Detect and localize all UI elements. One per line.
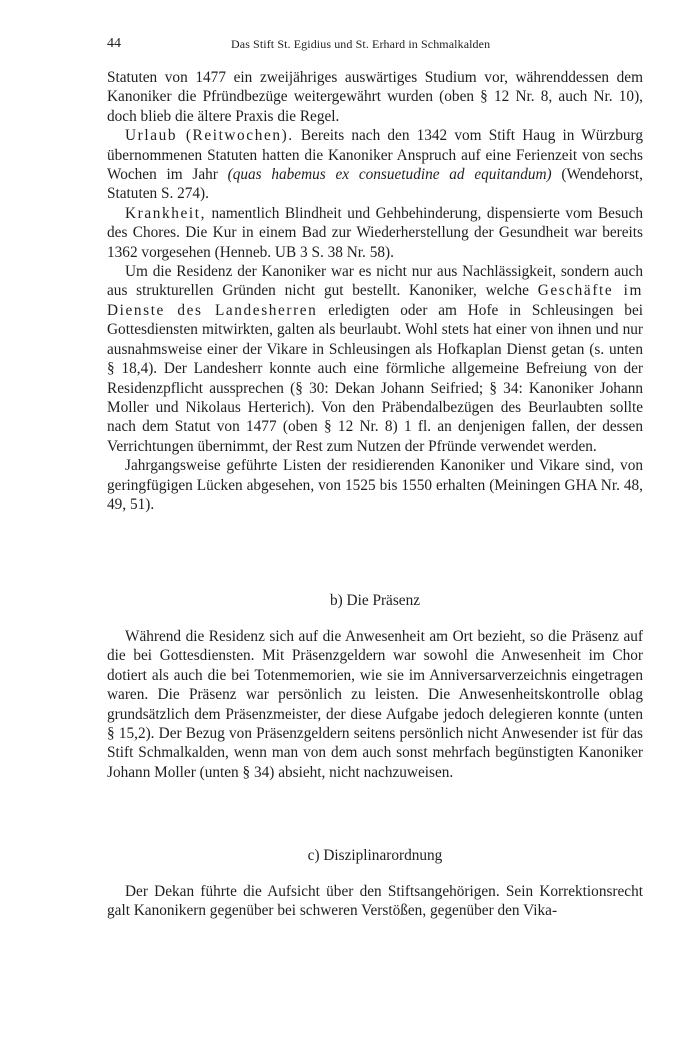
paragraph-urlaub-text-b: (Wendehorst, Statuten S. 274). xyxy=(107,166,644,203)
term-krankheit: Krankheit, xyxy=(125,204,206,222)
paragraph-urlaub-text-a: Bereits nach den 1342 vom Stift Haug in Würzburg übernommenen Statuten hatten die Kanoniker Anspruch auf eine Ferienzeit von sechs Wochen im Jahr xyxy=(107,127,643,184)
paragraph-krankheit xyxy=(107,204,643,262)
section-c xyxy=(107,882,643,921)
section-b xyxy=(107,627,643,782)
page-number: 44 xyxy=(107,36,121,51)
section-heading-praesenz: b) Die Präsenz xyxy=(329,592,421,609)
paragraph-studium: Statuten von 1477 ein zweijähriges auswärtiges Studium vor, währenddessen dem Kanoniker die Pfründbezüge weitergewährt wurden (oben § 12 Nr. 8, auch Nr. 10), doch blieb die ältere Praxis die Regel. xyxy=(107,69,643,125)
paragraph-residenz-text-a: Um die Residenz der Kanoniker war es nicht nur aus Nachlässigkeit, sondern auch aus strukturellen Gründen nicht gut bestellt. Kanoniker, welche xyxy=(107,263,643,300)
paragraph-residenz xyxy=(107,262,643,456)
paragraph-urlaub xyxy=(107,126,643,204)
paragraph-praesenz: Während die Residenz sich auf die Anwesenheit am Ort bezieht, so die Präsenz auf die bei Gottesdiensten. Mit Präsenzgeldern war sowohl die Anwesenheit im Chor dotiert als auch die bei Totenmemorien, wie sie im Anniversarverzeichnis eingetragen waren. Die Präsenz war persönlich zu leisten. Die Anwesenheitskontrolle oblag grundsätzlich dem Präsenzmeister, der diese Aufgabe jedoch delegieren konnte (unten § 15,2). Der Bezug von Präsenzgeldern seitens persönlich nicht Anwesender ist für das Stift Schmalkalden, wenn man von dem auch sonst mehrfach begünstigten Kanoniker Johann Moller (unten § 34) absieht, nicht nachzuweisen. xyxy=(107,628,643,781)
term-urlaub: Urlaub (Reitwochen). xyxy=(125,127,294,145)
paragraph-dekan: Der Dekan führte die Aufsicht über den Stiftsangehörigen. Sein Korrektionsrecht galt Kanonikern gegenüber bei schweren Verstößen, gegenüber den Vika- xyxy=(107,883,643,920)
paragraph-residenz-text-b: erledigten oder am Hofe in Schleusingen bei Gottesdiensten mitwirkten, galten als beurlaubt. Wohl stets hat einer von ihnen und nur ausnahmsweise einer der Vikare in Schleusingen als Hofkaplan Dienst getan (s. unten § 18,4). Der Landesherr konnte auch eine förmliche allgemeine Befreiung von der Residenzpflicht aussprechen (§ 30: Dekan Johann Seifried; § 34: Kanoniker Johann Moller und Nikolaus Herterich). Von den Präbendalbezügen des Beurlaubten sollte nach dem Statut von 1477 (oben § 12 Nr. 8) 1 fl. an denjenigen fallen, der dessen Verrichtungen übernimmt, der Rest zum Nutzen der Pfründe verwendet werden. xyxy=(107,301,643,455)
running-title: Das Stift St. Egidius und St. Erhard in Schmalkalden xyxy=(231,37,491,51)
term-geschaefte: Geschäfte im Dienste des Landesherren xyxy=(107,282,643,319)
paragraph-listen: Jahrgangsweise geführte Listen der residierenden Kanoniker und Vikare sind, von geringfügigen Lücken abgesehen, von 1525 bis 1550 erhalten (Meiningen GHA Nr. 48, 49, 51). xyxy=(107,457,643,513)
paragraph-krankheit-text: namentlich Blindheit und Gehbehinderung, dispensierte vom Besuch des Chores. Die Kur in einem Bad zur Wiederherstellung der Gesundheit war bereits 1362 vorgesehen (Henneb. UB 3 S. 38 Nr. 58). xyxy=(107,204,643,261)
latin-quote: (quas habemus ex consuetudine ad equitandum) xyxy=(227,166,552,184)
section-a-continuation xyxy=(107,68,643,514)
page-header xyxy=(107,36,643,56)
section-heading-disziplinarordnung: c) Disziplinarordnung xyxy=(307,847,443,864)
